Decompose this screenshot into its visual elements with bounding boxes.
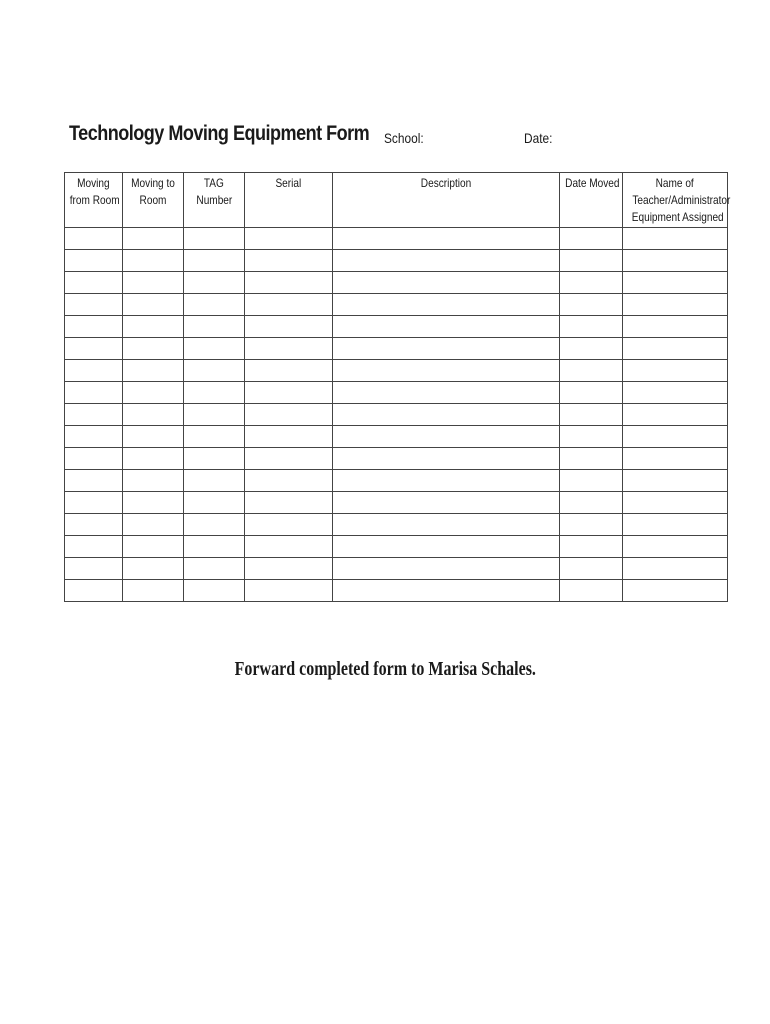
cell-description[interactable] bbox=[333, 250, 560, 272]
cell-tag-number[interactable] bbox=[184, 470, 245, 492]
col-header-tag-number bbox=[184, 173, 245, 228]
cell-description[interactable] bbox=[333, 404, 560, 426]
cell-moving-from-room[interactable] bbox=[65, 514, 123, 536]
cell-moving-to-room[interactable] bbox=[123, 404, 184, 426]
col-header-moving-from-room bbox=[65, 173, 123, 228]
cell-description[interactable] bbox=[333, 338, 560, 360]
cell-tag-number[interactable] bbox=[184, 228, 245, 250]
cell-date-moved[interactable] bbox=[560, 580, 623, 602]
cell-date-moved[interactable] bbox=[560, 272, 623, 294]
table-row bbox=[65, 228, 728, 250]
cell-serial[interactable] bbox=[245, 250, 333, 272]
cell-description[interactable] bbox=[333, 426, 560, 448]
cell-serial[interactable] bbox=[245, 426, 333, 448]
cell-moving-from-room[interactable] bbox=[65, 536, 123, 558]
header-line: TAG bbox=[204, 176, 224, 190]
cell-tag-number[interactable] bbox=[184, 492, 245, 514]
table-row bbox=[65, 294, 728, 316]
cell-serial[interactable] bbox=[245, 360, 333, 382]
header-line: Serial bbox=[275, 176, 302, 190]
header-line: Equipment Assigned bbox=[631, 210, 724, 224]
cell-moving-from-room[interactable] bbox=[65, 316, 123, 338]
cell-moving-from-room[interactable] bbox=[65, 404, 123, 426]
cell-tag-number[interactable] bbox=[184, 536, 245, 558]
cell-name-assigned[interactable] bbox=[623, 250, 728, 272]
cell-tag-number[interactable] bbox=[184, 448, 245, 470]
table-row bbox=[65, 382, 728, 404]
cell-date-moved[interactable] bbox=[560, 250, 623, 272]
cell-tag-number[interactable] bbox=[184, 426, 245, 448]
table-row bbox=[65, 470, 728, 492]
footer-note bbox=[0, 658, 770, 681]
cell-moving-from-room[interactable] bbox=[65, 228, 123, 250]
cell-description[interactable] bbox=[333, 294, 560, 316]
cell-moving-to-room[interactable] bbox=[123, 228, 184, 250]
cell-serial[interactable] bbox=[245, 492, 333, 514]
cell-name-assigned[interactable] bbox=[623, 426, 728, 448]
cell-description[interactable] bbox=[333, 492, 560, 514]
cell-moving-to-room[interactable] bbox=[123, 426, 184, 448]
cell-date-moved[interactable] bbox=[560, 448, 623, 470]
school-label: School: bbox=[384, 130, 424, 146]
cell-date-moved[interactable] bbox=[560, 492, 623, 514]
cell-moving-from-room[interactable] bbox=[65, 272, 123, 294]
cell-tag-number[interactable] bbox=[184, 316, 245, 338]
cell-moving-from-room[interactable] bbox=[65, 580, 123, 602]
table-row bbox=[65, 272, 728, 294]
header-line: Moving bbox=[77, 176, 110, 190]
cell-serial[interactable] bbox=[245, 470, 333, 492]
header-line: Number bbox=[196, 193, 232, 207]
cell-date-moved[interactable] bbox=[560, 536, 623, 558]
date-label: Date: bbox=[524, 130, 553, 146]
cell-serial[interactable] bbox=[245, 514, 333, 536]
cell-moving-to-room[interactable] bbox=[123, 536, 184, 558]
cell-tag-number[interactable] bbox=[184, 404, 245, 426]
cell-tag-number[interactable] bbox=[184, 360, 245, 382]
cell-name-assigned[interactable] bbox=[623, 294, 728, 316]
cell-name-assigned[interactable] bbox=[623, 470, 728, 492]
cell-date-moved[interactable] bbox=[560, 382, 623, 404]
header-line: Teacher/Administrator bbox=[632, 193, 731, 207]
cell-moving-from-room[interactable] bbox=[65, 492, 123, 514]
cell-date-moved[interactable] bbox=[560, 514, 623, 536]
cell-date-moved[interactable] bbox=[560, 360, 623, 382]
footer-note-text: Forward completed form to Marisa Schales. bbox=[234, 658, 536, 680]
cell-description[interactable] bbox=[333, 360, 560, 382]
cell-moving-to-room[interactable] bbox=[123, 272, 184, 294]
cell-tag-number[interactable] bbox=[184, 514, 245, 536]
cell-description[interactable] bbox=[333, 272, 560, 294]
table-row bbox=[65, 338, 728, 360]
cell-tag-number[interactable] bbox=[184, 382, 245, 404]
cell-tag-number[interactable] bbox=[184, 294, 245, 316]
cell-moving-from-room[interactable] bbox=[65, 426, 123, 448]
cell-tag-number[interactable] bbox=[184, 272, 245, 294]
cell-serial[interactable] bbox=[245, 536, 333, 558]
cell-name-assigned[interactable] bbox=[623, 338, 728, 360]
table-row bbox=[65, 360, 728, 382]
cell-name-assigned[interactable] bbox=[623, 580, 728, 602]
form-title: Technology Moving Equipment Form bbox=[69, 122, 370, 145]
cell-serial[interactable] bbox=[245, 580, 333, 602]
header-line: Moving to bbox=[131, 176, 175, 190]
cell-moving-from-room[interactable] bbox=[65, 470, 123, 492]
table-row bbox=[65, 448, 728, 470]
cell-tag-number[interactable] bbox=[184, 250, 245, 272]
header-line: Date Moved bbox=[565, 176, 620, 190]
col-header-serial bbox=[245, 173, 333, 228]
table-row bbox=[65, 558, 728, 580]
cell-description[interactable] bbox=[333, 448, 560, 470]
cell-name-assigned[interactable] bbox=[623, 448, 728, 470]
table-row bbox=[65, 426, 728, 448]
cell-name-assigned[interactable] bbox=[623, 272, 728, 294]
table-row bbox=[65, 250, 728, 272]
cell-moving-to-room[interactable] bbox=[123, 448, 184, 470]
cell-date-moved[interactable] bbox=[560, 426, 623, 448]
cell-date-moved[interactable] bbox=[560, 404, 623, 426]
cell-name-assigned[interactable] bbox=[623, 492, 728, 514]
cell-moving-to-room[interactable] bbox=[123, 360, 184, 382]
cell-description[interactable] bbox=[333, 580, 560, 602]
table-row bbox=[65, 536, 728, 558]
cell-moving-from-room[interactable] bbox=[65, 382, 123, 404]
cell-description[interactable] bbox=[333, 470, 560, 492]
cell-moving-to-room[interactable] bbox=[123, 294, 184, 316]
cell-name-assigned[interactable] bbox=[623, 316, 728, 338]
cell-serial[interactable] bbox=[245, 272, 333, 294]
cell-moving-to-room[interactable] bbox=[123, 470, 184, 492]
cell-name-assigned[interactable] bbox=[623, 404, 728, 426]
cell-tag-number[interactable] bbox=[184, 338, 245, 360]
cell-moving-to-room[interactable] bbox=[123, 514, 184, 536]
table-row bbox=[65, 404, 728, 426]
cell-moving-from-room[interactable] bbox=[65, 360, 123, 382]
cell-date-moved[interactable] bbox=[560, 470, 623, 492]
equipment-table bbox=[64, 172, 731, 602]
header-line: Name of bbox=[655, 176, 695, 190]
cell-description[interactable] bbox=[333, 558, 560, 580]
cell-description[interactable] bbox=[333, 316, 560, 338]
cell-tag-number[interactable] bbox=[184, 580, 245, 602]
table-row bbox=[65, 316, 728, 338]
cell-moving-from-room[interactable] bbox=[65, 448, 123, 470]
header-line: Room bbox=[139, 193, 167, 207]
cell-moving-from-room[interactable] bbox=[65, 338, 123, 360]
cell-serial[interactable] bbox=[245, 338, 333, 360]
cell-serial[interactable] bbox=[245, 382, 333, 404]
cell-date-moved[interactable] bbox=[560, 316, 623, 338]
cell-moving-to-room[interactable] bbox=[123, 558, 184, 580]
cell-serial[interactable] bbox=[245, 558, 333, 580]
cell-moving-from-room[interactable] bbox=[65, 250, 123, 272]
table-body bbox=[65, 228, 728, 602]
header-line: Description bbox=[420, 176, 472, 190]
table-row bbox=[65, 580, 728, 602]
cell-name-assigned[interactable] bbox=[623, 382, 728, 404]
cell-date-moved[interactable] bbox=[560, 294, 623, 316]
cell-description[interactable] bbox=[333, 514, 560, 536]
table-row bbox=[65, 514, 728, 536]
col-header-date-moved bbox=[560, 173, 623, 228]
cell-moving-to-room[interactable] bbox=[123, 580, 184, 602]
cell-moving-to-room[interactable] bbox=[123, 338, 184, 360]
cell-serial[interactable] bbox=[245, 448, 333, 470]
table-row bbox=[65, 492, 728, 514]
col-header-moving-to-room bbox=[123, 173, 184, 228]
cell-serial[interactable] bbox=[245, 316, 333, 338]
col-header-name-assigned bbox=[623, 173, 731, 228]
cell-name-assigned[interactable] bbox=[623, 558, 728, 580]
cell-moving-to-room[interactable] bbox=[123, 492, 184, 514]
cell-name-assigned[interactable] bbox=[623, 228, 728, 250]
cell-description[interactable] bbox=[333, 536, 560, 558]
col-header-description bbox=[333, 173, 560, 228]
cell-serial[interactable] bbox=[245, 404, 333, 426]
cell-date-moved[interactable] bbox=[560, 228, 623, 250]
cell-date-moved[interactable] bbox=[560, 558, 623, 580]
header-line: from Room bbox=[69, 193, 120, 207]
header-row bbox=[65, 173, 728, 228]
cell-description[interactable] bbox=[333, 228, 560, 250]
cell-moving-to-room[interactable] bbox=[123, 382, 184, 404]
cell-tag-number[interactable] bbox=[184, 558, 245, 580]
cell-serial[interactable] bbox=[245, 294, 333, 316]
cell-name-assigned[interactable] bbox=[623, 536, 728, 558]
cell-name-assigned[interactable] bbox=[623, 360, 728, 382]
cell-moving-to-room[interactable] bbox=[123, 250, 184, 272]
cell-name-assigned[interactable] bbox=[623, 514, 728, 536]
cell-date-moved[interactable] bbox=[560, 338, 623, 360]
cell-moving-from-room[interactable] bbox=[65, 558, 123, 580]
cell-description[interactable] bbox=[333, 382, 560, 404]
cell-serial[interactable] bbox=[245, 228, 333, 250]
cell-moving-to-room[interactable] bbox=[123, 316, 184, 338]
cell-moving-from-room[interactable] bbox=[65, 294, 123, 316]
